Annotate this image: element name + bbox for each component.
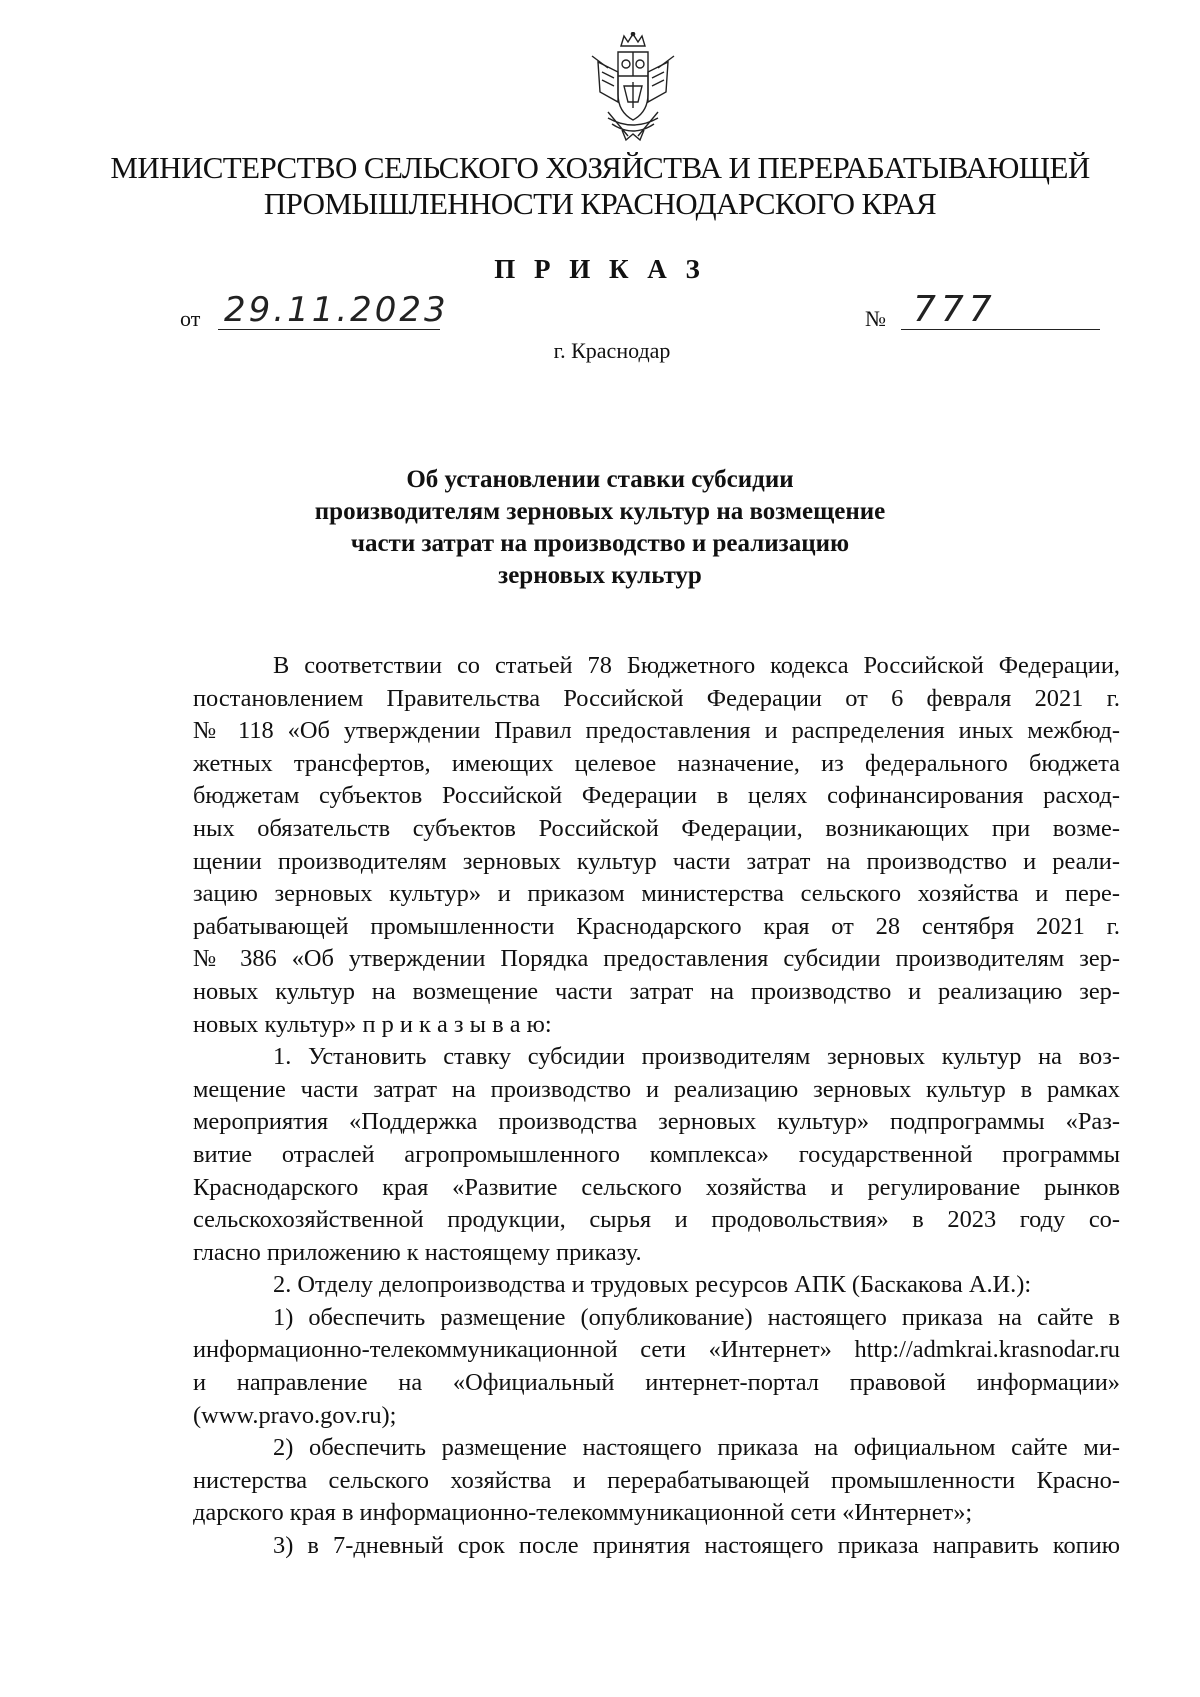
- subject-line: Об установлении ставки субсидии: [406, 466, 794, 493]
- body-line: витие отраслей агропромышленного комплекса» государственной программы: [193, 1140, 1120, 1168]
- order-number: [865, 290, 1100, 338]
- body-line: гласно приложению к настоящему приказу.: [193, 1238, 642, 1266]
- body-line: ных обязательств субъектов Российской Федерации, возникающих при возме-: [193, 814, 1120, 842]
- body-line: 2) обеспечить размещение настоящего приказа на официальном сайте ми-: [273, 1434, 1120, 1462]
- order-subject: [0, 464, 1200, 592]
- body-line: зацию зерновых культур» и приказом министерства сельского хозяйства и пере-: [193, 880, 1120, 908]
- body-line: В соответствии со статьей 78 Бюджетного кодекса Российской Федерации,: [273, 652, 1120, 679]
- body-line: 1) обеспечить размещение (опубликование) настоящего приказа на сайте в: [273, 1303, 1120, 1331]
- body-line: мещение части затрат на производство и реализацию зерновых культур в рамках: [193, 1075, 1120, 1103]
- ministry-name: [0, 150, 1200, 222]
- body-line: № 386 «Об утверждении Порядка предоставления субсидии производителям зер-: [193, 945, 1120, 973]
- body-line: 2. Отделу делопроизводства и трудовых ресурсов АПК (Баскакова А.И.):: [273, 1271, 1032, 1299]
- body-line: мероприятия «Поддержка производства зерновых культур» подпрограммы «Раз-: [193, 1108, 1120, 1136]
- coat-of-arms-icon: [588, 32, 678, 144]
- body-line: постановлением Правительства Российской Федерации от 6 февраля 2021 г.: [193, 684, 1120, 712]
- body-line: новых культур» п р и к а з ы в а ю:: [193, 1010, 552, 1038]
- coat-of-arms-drawing: [588, 32, 678, 144]
- body-line: сельскохозяйственной продукции, сырья и продовольствия» в 2023 году со-: [193, 1206, 1120, 1234]
- ministry-name-line-1: МИНИСТЕРСТВО СЕЛЬСКОГО ХОЗЯЙСТВА И ПЕРЕРАБАТЫВАЮЩЕЙ: [110, 150, 1090, 185]
- number-handwritten-value: 777: [913, 289, 997, 330]
- order-city: г. Краснодар: [553, 338, 671, 363]
- subject-line: производителям зерновых культур на возмещение: [314, 498, 886, 525]
- body-line: бюджетам субъектов Российской Федерации в целях софинансирования расход-: [193, 782, 1120, 810]
- body-line: щении производителям зерновых культур части затрат на производство и реали-: [193, 847, 1120, 875]
- order-date: [180, 290, 449, 338]
- order-title: П Р И К А З: [494, 254, 706, 284]
- number-prefix: №: [865, 306, 886, 331]
- ministry-name-line-2: ПРОМЫШЛЕННОСТИ КРАСНОДАРСКОГО КРАЯ: [263, 186, 937, 221]
- body-line: 1. Установить ставку субсидии производителям зерновых культур на воз-: [273, 1043, 1120, 1071]
- body-line: и направление на «Официальный интернет-портал правовой информации»: [193, 1369, 1120, 1397]
- body-line: новых культур на возмещение части затрат на производство и реализацию зер-: [193, 977, 1120, 1005]
- body-line: 3) в 7-дневный срок после принятия настоящего приказа направить копию: [273, 1532, 1120, 1560]
- subject-line: зерновых культур: [498, 562, 702, 589]
- body-line: Краснодарского края «Развитие сельского хозяйства и регулирование рынков: [193, 1173, 1120, 1201]
- body-line: рабатывающей промышленности Краснодарского края от 28 сентября 2021 г.: [193, 912, 1120, 940]
- body-line: информационно-телекоммуникационной сети «Интернет» http://admkrai.krasnodar.ru: [193, 1336, 1120, 1364]
- body-line: жетных трансфертов, имеющих целевое назначение, из федерального бюджета: [193, 749, 1120, 777]
- body-line: нистерства сельского хозяйства и перерабатывающей промышленности Красно-: [193, 1466, 1120, 1494]
- body-line: (www.pravo.gov.ru);: [193, 1401, 397, 1429]
- date-prefix: от: [180, 306, 201, 331]
- order-body: [193, 650, 1120, 1563]
- body-line: № 118 «Об утверждении Правил предоставления и распределения иных межбюд-: [193, 717, 1120, 745]
- body-line: дарского края в информационно-телекоммуникационной сети «Интернет»;: [193, 1499, 973, 1527]
- subject-line: части затрат на производство и реализацию: [350, 530, 850, 557]
- date-handwritten-value: 29.11.2023: [224, 290, 449, 330]
